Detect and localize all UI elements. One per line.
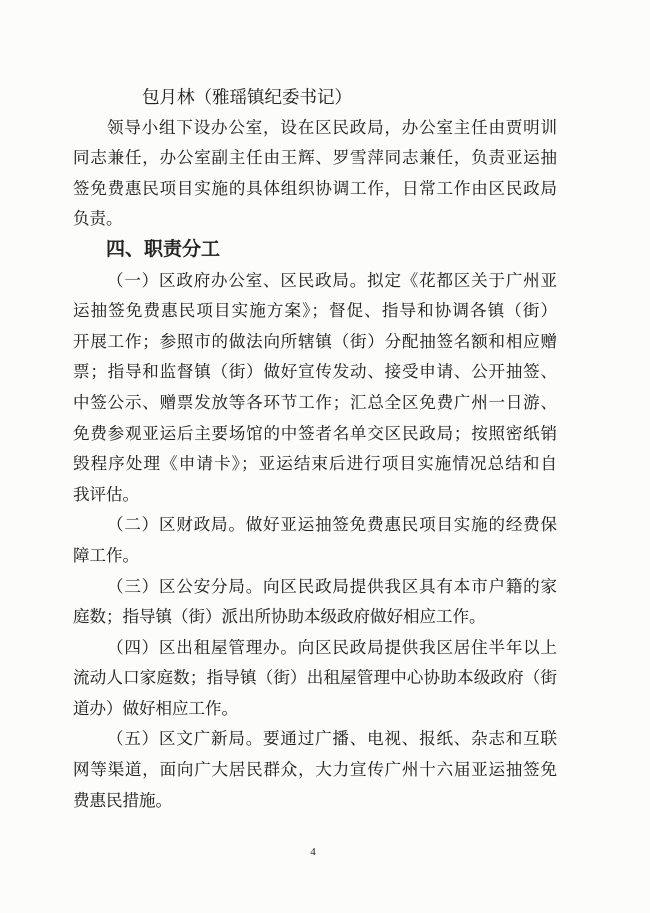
text-line: （二）区财政局。做好亚运抽签免费惠民项目实施的经费保 [107, 515, 557, 535]
section-heading-line: 四、职责分工 [106, 238, 221, 260]
text-line: 道办）做好相应工作。 [73, 698, 238, 718]
text-line: 运抽签免费惠民项目实施方案》；督促、指导和协调各镇（街） [73, 301, 557, 321]
text-line: （五）区文广新局。要通过广播、电视、报纸、杂志和互联 [107, 729, 557, 749]
text-line: 免费参观亚运后主要场馆的中签者名单交区民政局；按照密纸销 [73, 423, 557, 443]
text-line: 开展工作；参照市的做法向所辖镇（街）分配抽签名额和相应赠 [73, 331, 557, 351]
text-line: 流动人口家庭数；指导镇（街）出租屋管理中心协助本级政府（街 [73, 668, 557, 688]
name-line: 包月林（雅瑶镇纪委书记） [142, 87, 352, 107]
text-line: 障工作。 [73, 545, 139, 565]
text-line: 同志兼任，办公室副主任由王辉、罗雪萍同志兼任，负责亚运抽 [73, 148, 557, 168]
document-body [73, 82, 557, 816]
text-line: （四）区出租屋管理办。向区民政局提供我区居住半年以上 [107, 637, 557, 657]
text-line: 费惠民措施。 [73, 790, 172, 810]
text-line: 票；指导和监督镇（街）做好宣传发动、接受申请、公开抽签、 [73, 362, 557, 382]
text-line: 签免费惠民项目实施的具体组织协调工作，日常工作由区民政局 [73, 178, 557, 198]
text-line: 领导小组下设办公室，设在区民政局，办公室主任由贾明训 [107, 117, 557, 137]
text-line: 负责。 [73, 209, 123, 229]
text-line: （三）区公安分局。向区民政局提供我区具有本市户籍的家 [107, 576, 557, 596]
text-line: 网等渠道，面向广大居民群众，大力宣传广州十六届亚运抽签免 [73, 760, 557, 780]
text-line: 中签公示、赠票发放等各环节工作；汇总全区免费广州一日游、 [73, 392, 557, 412]
text-line: （一）区政府办公室、区民政局。拟定《花都区关于广州亚 [107, 270, 557, 290]
page-number: 4 [310, 846, 316, 858]
text-line: 庭数；指导镇（街）派出所协助本级政府做好相应工作。 [73, 607, 486, 627]
text-line: 我评估。 [73, 484, 139, 504]
text-line: 毁程序处理《申请卡》；亚运结束后进行项目实施情况总结和自 [73, 454, 557, 474]
